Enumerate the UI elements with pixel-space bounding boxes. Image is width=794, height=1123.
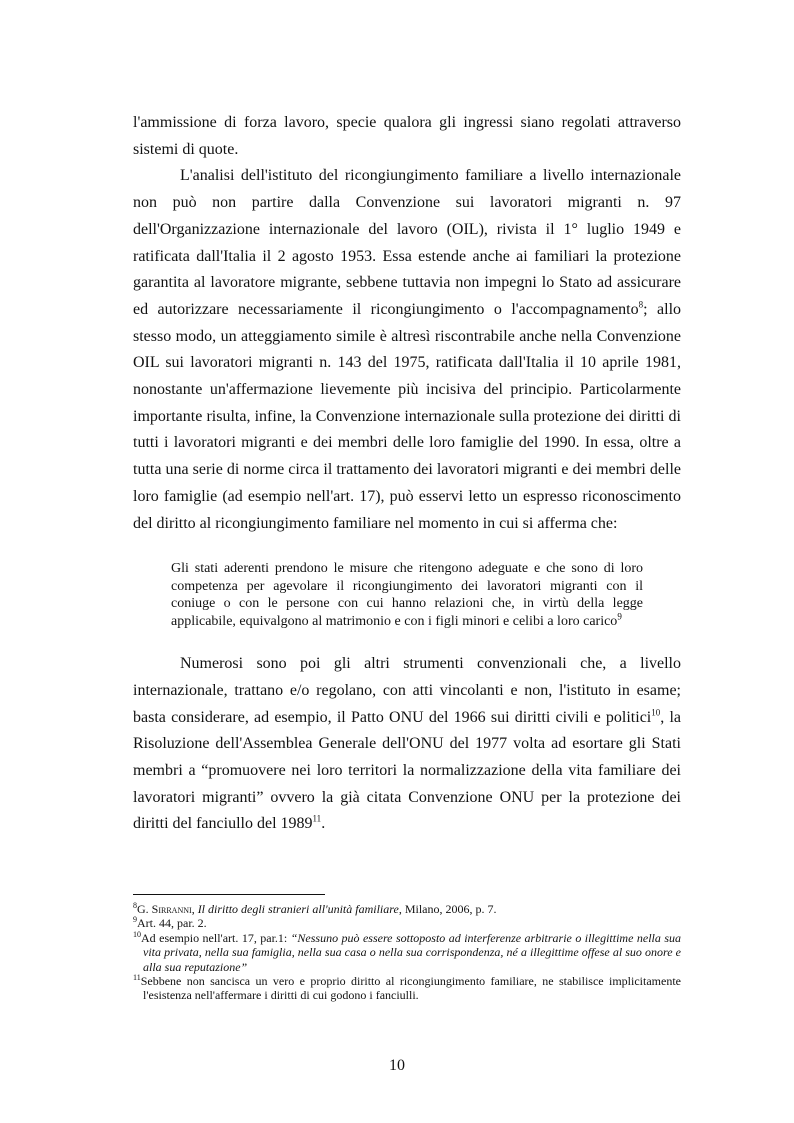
footnote-11: $^{11}$Sebbene non sancisca un vero e proprio diritto al ricongiungimento familiare, ne stabilisce implicitamente l'esistenza nell'affermare i diritti di cui godono i fanciulli. [133, 973, 681, 1003]
footnote-8: $^8$G. Sirranni, Il diritto degli stranieri all'unità familiare, Milano, 2006, p. 7. [133, 901, 497, 916]
footnote-10: $^{10}$Ad esempio nell'art. 17, par.1: “Nessuno può essere sottoposto ad interferenze arbitrarie o illegittime nella sua vita privata, nella sua famiglia, nella sua casa o nella sua corrispondenza, né a illegittime offese al suo onore e alla sua reputazione” [133, 929, 681, 974]
page-number: 10 [389, 1057, 405, 1074]
footnote-ref-9: 9 [617, 611, 622, 622]
footnote-ref-10: 10 [651, 707, 661, 718]
footnote-ref-11: 11 [312, 814, 322, 825]
footnote-separator [133, 894, 325, 895]
block-quote: Gli stati aderenti prendono le misure che ritengono adeguate e che sono di loro competenza per agevolare il ricongiungimento dei lavoratori migranti con il coniuge o con le persone con cui hanno relazioni che, in virtù della legge applicabile, equivalgono al matrimonio e con i figli minori e celibi a loro carico$^9$ [171, 561, 643, 629]
main-text [133, 110, 681, 838]
paragraph-continuation: l'ammissione di forza lavoro, specie qualora gli ingressi siano regolati attraverso sistemi di quote. [133, 114, 681, 158]
footnote-ref-8: 8 [638, 299, 644, 310]
paragraph-other-instruments: Numerosi sono poi gli altri strumenti convenzionali che, a livello internazionale, trattano e/o regolano, con atti vincolanti e non, l'istituto in esame; basta considerare, ad esempio, il Patto ONU del 1966 sui diritti civili e politici$^{10}$, la Risoluzione dell'Assemblea Generale dell'ONU del 1977 volta ad esortare gli Stati membri a “promuovere nei loro territori la normalizzazione della vita familiare dei lavoratori migranti” ovvero la già citata Convenzione ONU per la protezione dei diritti del fanciullo del 1989$^{11}$. [133, 655, 682, 833]
paragraph-oil-convention: L'analisi dell'istituto del ricongiungimento familiare a livello internazionale non può non partire dalla Convenzione sui lavoratori migranti n. 97 dell'Organizzazione internazionale del lavoro (OIL), rivista il 1° luglio 1949 e ratificata dall'Italia il 2 agosto 1953. Essa estende anche ai familiari la protezione garantita al lavoratore migrante, sebbene tuttavia non impegni lo Stato ad assicurare ed autorizzare necessariamente il ricongiungimento o l'accompagnamento$^8$; allo stesso modo, un atteggiamento simile è altresì riscontrabile anche nella Convenzione OIL sui lavoratori migranti n. 143 del 1975, ratificata dall'Italia il 10 aprile 1981, nonostante un'affermazione lievemente più incisiva del principio. Particolarmente importante risulta, infine, la Convenzione internazionale sulla protezione dei diritti di tutti i lavoratori migranti e dei membri delle loro famiglie del 1990. In essa, oltre a tutta una serie di norme circa il trattamento dei lavoratori migranti e dei membri delle loro famiglie (ad esempio nell'art. 17), può esservi letto un espresso riconoscimento del diritto al ricongiungimento familiare nel momento in cui si afferma che: [133, 167, 682, 532]
footnote-9: $^9$Art. 44, par. 2. [133, 915, 207, 931]
footnotes [133, 902, 681, 1003]
